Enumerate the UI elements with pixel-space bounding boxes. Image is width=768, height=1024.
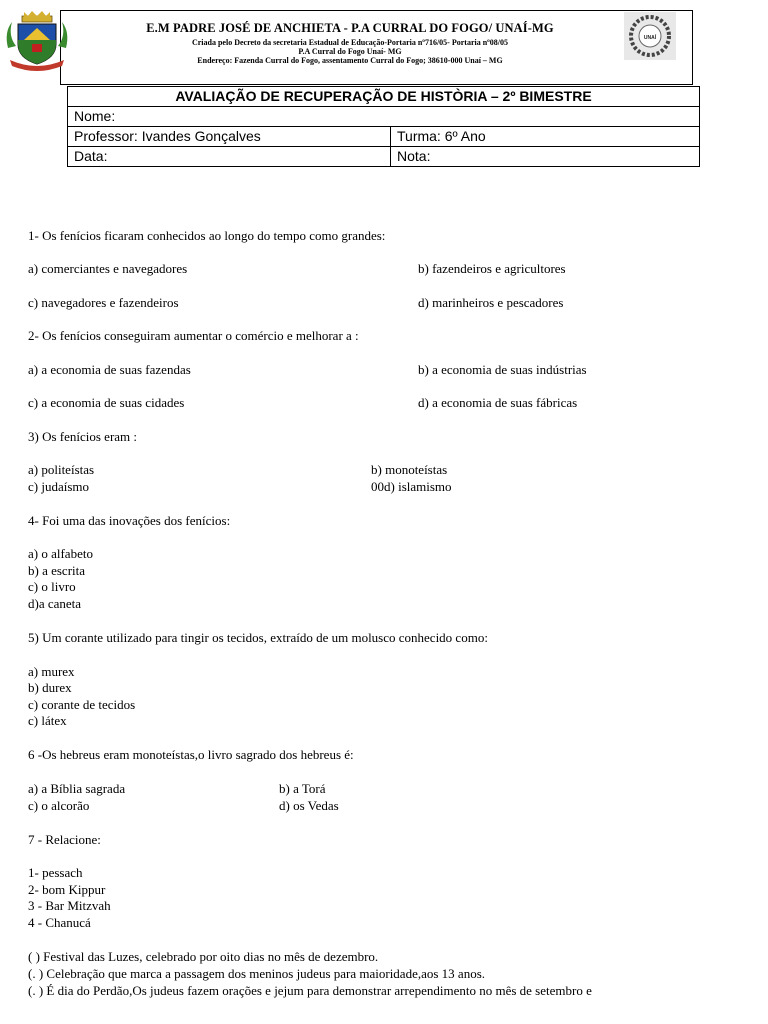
q1-option-b: b) fazendeiros e agricultores [418,261,566,276]
question-5: 5) Um corante utilizado para tingir os tecidos, extraído de um molusco conhecido como: [28,630,488,645]
professor-field: Professor: Ivandes Gonçalves [68,127,391,147]
question-7: 7 - Relacione: [28,832,101,847]
q7-match-2: (. ) Celebração que marca a passagem dos meninos judeus para maioridade,aos 13 anos. [28,966,486,981]
school-name: E.M PADRE JOSÉ DE ANCHIETA - P.A CURRAL DO FOGO/ UNAÍ-MG [146,21,554,35]
q5-option-c: c) corante de tecidos [28,697,136,712]
school-location-line: P.A Curral do Fogo Unaí- MG [298,47,402,56]
grade-field[interactable]: Nota: [391,147,700,167]
q5-option-a: a) murex [28,664,75,679]
q7-item-2: 2- bom Kippur [28,882,106,897]
school-decree-line: Criada pelo Decreto da secretaria Estadual de Educação-Portaria nº716/05- Portaria nº08/05 [191,38,509,47]
q2-option-c: c) a economia de suas cidades [28,395,185,410]
q7-item-3: 3 - Bar Mitzvah [28,898,111,913]
q4-option-a: a) o alfabeto [28,546,93,561]
q1-option-d: d) marinheiros e pescadores [418,295,564,310]
q6-option-d: d) os Vedas [279,798,339,813]
student-info-table [67,86,700,167]
q1-option-c: c) navegadores e fazendeiros [28,295,179,310]
q3-option-b: b) monoteístas [371,462,448,477]
q6-option-a: a) a Bíblia sagrada [28,781,126,796]
q5-option-b: b) durex [28,680,72,695]
q5-option-d: c) látex [28,713,67,728]
class-field: Turma: 6º Ano [391,127,700,147]
q4-option-c: c) o livro [28,579,76,594]
school-address-line: Endereço: Fazenda Curral do Fogo, assentamento Curral do Fogo; 38610-000 Unaí – MG [197,56,503,65]
name-field[interactable]: Nome: [68,107,700,127]
q3-option-a: a) politeístas [28,462,95,477]
q7-item-1: 1- pessach [28,865,83,880]
q2-option-d: d) a economia de suas fábricas [418,395,578,410]
exam-title: AVALIAÇÃO DE RECUPERAÇÃO DE HISTÒRIA – 2º BIMESTRE [68,87,700,107]
date-field[interactable]: Data: [68,147,391,167]
q6-option-c: c) o alcorão [28,798,90,813]
question-3: 3) Os fenícios eram : [28,429,138,444]
seal-text: UNAÍ [643,35,657,41]
q2-option-b: b) a economia de suas indústrias [418,362,587,377]
q4-option-d: d)a caneta [28,596,82,611]
q3-option-c: c) judaísmo [28,479,90,494]
q6-option-b: b) a Torá [279,781,326,796]
q4-option-b: b) a escrita [28,563,86,578]
q3-option-d: 00d) islamismo [371,479,452,494]
question-4: 4- Foi uma das inovações dos fenícios: [28,513,231,528]
question-6: 6 -Os hebreus eram monoteístas,o livro sagrado dos hebreus é: [28,747,354,762]
q7-match-1: ( ) Festival das Luzes, celebrado por oito dias no mês de dezembro. [28,949,379,964]
q1-option-a: a) comerciantes e navegadores [28,261,188,276]
question-1: 1- Os fenícios ficaram conhecidos ao longo do tempo como grandes: [28,228,386,243]
q7-item-4: 4 - Chanucá [28,915,91,930]
q7-match-3: (. ) É dia do Perdão,Os judeus fazem orações e jejum para demonstrar arrependimento no mês de setembro e [28,983,592,998]
question-2: 2- Os fenícios conseguiram aumentar o comércio e melhorar a : [28,328,359,343]
q2-option-a: a) a economia de suas fazendas [28,362,191,377]
